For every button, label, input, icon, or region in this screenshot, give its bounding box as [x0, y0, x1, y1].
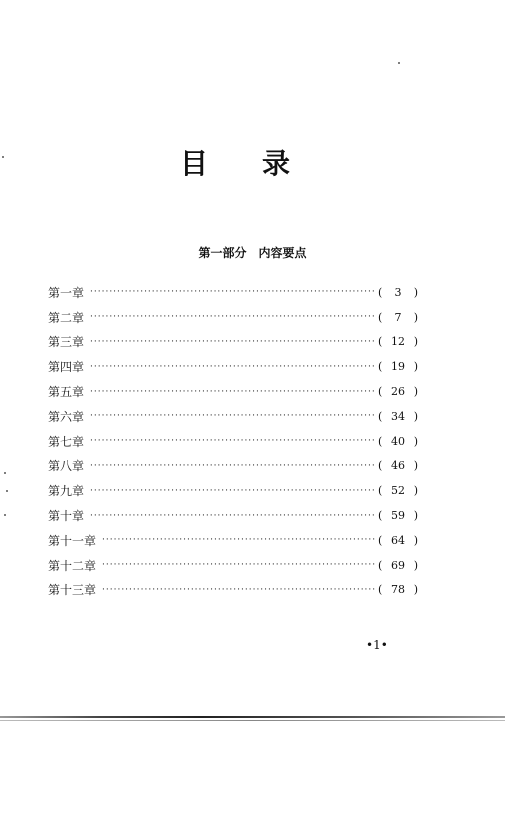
toc-leader-dots [90, 362, 376, 372]
toc-leader-dots [90, 486, 376, 496]
toc-page-ref: ( 69 ) [378, 558, 418, 572]
toc-chapter-label: 第七章 [48, 434, 85, 449]
toc-leader-dots [90, 312, 376, 322]
toc-page-number: 59 [391, 509, 405, 523]
table-of-contents [48, 280, 418, 602]
toc-leader-dots [90, 511, 376, 521]
title-char-2: 录 [261, 147, 290, 180]
toc-leader-dots [90, 337, 376, 347]
toc-chapter-label: 第六章 [48, 409, 85, 424]
toc-page-ref: ( 12 ) [378, 335, 418, 349]
toc-chapter-label: 第一章 [48, 285, 85, 300]
toc-page-number: 34 [391, 409, 405, 423]
toc-entry[interactable] [48, 280, 418, 305]
toc-page-number: 19 [391, 360, 405, 374]
scan-speck [4, 472, 6, 474]
toc-page-ref: ( 59 ) [378, 509, 418, 523]
toc-page-number: 3 [394, 285, 402, 299]
scan-edge-line [0, 716, 505, 718]
toc-entry[interactable] [48, 503, 418, 528]
toc-page-number: 52 [391, 484, 405, 498]
toc-entry[interactable] [48, 330, 418, 355]
toc-chapter-label: 第四章 [48, 360, 85, 375]
toc-entry[interactable] [48, 454, 418, 479]
toc-entry[interactable] [48, 528, 418, 553]
toc-leader-dots [90, 436, 376, 446]
toc-page-ref: ( 40 ) [378, 434, 418, 448]
toc-chapter-label: 第十二章 [48, 558, 97, 573]
toc-entry[interactable] [48, 379, 418, 404]
toc-entry[interactable] [48, 478, 418, 503]
toc-page-ref: ( 7 ) [378, 310, 418, 324]
toc-entry[interactable] [48, 553, 418, 578]
toc-chapter-label: 第二章 [48, 310, 85, 325]
scan-speck [2, 156, 4, 158]
scan-speck [398, 62, 400, 64]
toc-chapter-label: 第十三章 [48, 583, 97, 598]
toc-page-ref: ( 52 ) [378, 484, 418, 498]
scan-speck [6, 490, 8, 492]
toc-chapter-label: 第十一章 [48, 533, 97, 548]
title-char-1: 目 [180, 147, 209, 180]
page-number: •1• [366, 638, 388, 652]
toc-entry[interactable] [48, 354, 418, 379]
toc-chapter-label: 第五章 [48, 385, 85, 400]
toc-page-ref: ( 78 ) [378, 583, 418, 597]
toc-chapter-label: 第十章 [48, 509, 85, 524]
toc-page-number: 26 [391, 385, 405, 399]
toc-page-number: 78 [391, 583, 405, 597]
scan-speck [4, 514, 6, 516]
section-title: 第一部分 内容要点 [198, 246, 307, 260]
toc-chapter-label: 第八章 [48, 459, 85, 474]
toc-page-ref: ( 3 ) [378, 285, 418, 299]
toc-page-number: 7 [394, 310, 402, 324]
toc-chapter-label: 第三章 [48, 335, 85, 350]
toc-page-number: 46 [391, 459, 405, 473]
toc-leader-dots [90, 411, 376, 421]
toc-chapter-label: 第九章 [48, 484, 85, 499]
toc-leader-dots [102, 560, 376, 570]
toc-leader-dots [102, 585, 376, 595]
toc-entry[interactable] [48, 429, 418, 454]
toc-page-number: 69 [391, 558, 405, 572]
toc-page-ref: ( 64 ) [378, 533, 418, 547]
toc-leader-dots [102, 535, 376, 545]
toc-page-number: 64 [391, 533, 405, 547]
toc-page-ref: ( 19 ) [378, 360, 418, 374]
toc-page-number: 40 [391, 434, 405, 448]
toc-page-ref: ( 46 ) [378, 459, 418, 473]
toc-entry[interactable] [48, 305, 418, 330]
toc-page-number: 12 [391, 335, 405, 349]
toc-leader-dots [90, 461, 376, 471]
toc-page-ref: ( 26 ) [378, 385, 418, 399]
toc-leader-dots [90, 287, 376, 297]
page-title [180, 142, 290, 182]
toc-page-ref: ( 34 ) [378, 409, 418, 423]
toc-leader-dots [90, 387, 376, 397]
toc-entry[interactable] [48, 404, 418, 429]
toc-entry[interactable] [48, 578, 418, 603]
scan-edge-line-thin [0, 720, 505, 721]
